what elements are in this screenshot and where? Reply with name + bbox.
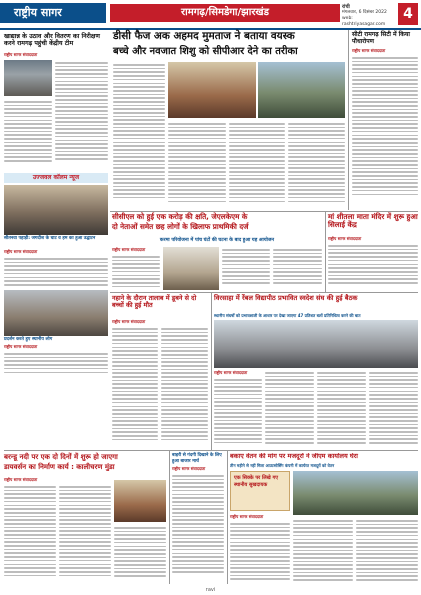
school-rule (211, 293, 212, 450)
school-headline: विरसाहा में रेंबल विद्यापीठ प्रभावित स्वदेश संघ की हुई बैठक (214, 294, 358, 302)
website-label: web: rashtriyasagar.com (342, 16, 386, 27)
bottom-right-inset-box (230, 471, 290, 511)
top-story-col4 (288, 121, 345, 211)
bottom-right-headline: बकाए वेतन की मांग पर मजदूरों ने जीएम कार्यालय घेरा (230, 453, 358, 460)
bottom-right-subhead: तीन महीने से नहीं मिला आउटसोर्सिंग कंपनी में कार्यरत मजदूरों को वेतन (230, 463, 335, 468)
school-subhead: स्थानीय संघर्षों को प्रभावशाली के आधार पर देखा जाएगा 47 प्रतिशत बलों प्रतिनिधित्व करने की बात (214, 313, 361, 318)
bottom-right-col1 (230, 521, 290, 584)
bottom-mid-text (172, 473, 224, 584)
drowning-headline: नहाने के दौरान तालाब में डूबने से दो बच्चों की हुई मौत (112, 294, 197, 310)
left-story2-caption: प्रदर्शन करते हुए स्थानीय लोग (4, 337, 53, 342)
ccl-headline-1: सीसीएल को हुई एक करोड़ की क्षति, जेएलकेएम के (112, 212, 248, 221)
bottom-left-col3 (114, 525, 166, 583)
bottom-right-byline: राष्ट्रीय सागर संवाददाता (230, 514, 264, 519)
left-story2-byline: राष्ट्रीय सागर संवाददाता (4, 344, 38, 349)
bottom-left-col1 (4, 484, 56, 584)
bottom-left-headline-1: बरन्डू नदी पर एक दो दिनों में शुरू हो जाएगा (4, 453, 118, 461)
drowning-byline: राष्ट्रीय सागर संवाददाता (112, 319, 146, 324)
left-story2-photo (4, 290, 108, 336)
left-story1-text (55, 60, 108, 170)
top-story-photo-1 (168, 62, 256, 118)
left-story2-text (4, 351, 108, 377)
ujjwal-text (4, 256, 108, 288)
section-title: रामगढ़/सिमडेगा/झारखंड (110, 4, 340, 22)
bottom-right-inset: एक सिक्के पर लिखे गए स्थानीय सुखदायक (234, 475, 279, 488)
top-story-col2 (168, 121, 226, 211)
ccl-byline: राष्ट्रीय सागर संवाददाता (112, 247, 146, 252)
school-byline: राष्ट्रीय सागर संवाददाता (214, 370, 248, 375)
ccl-headline-2: दो नेताओं समेत छह लोगों के खिलाफ प्राथमिकी दर्ज (112, 222, 249, 231)
ccl-col2 (222, 247, 270, 290)
ccl-col1 (112, 254, 160, 290)
bottom-mid-caption: बाहरी से गंदगी दिखाने के लिए हुआ बाजार मार्च (172, 453, 222, 464)
ujjwal-byline: राष्ट्रीय सागर संवाददाता (4, 249, 38, 254)
bottom-right-col3 (356, 518, 418, 584)
newspaper-brand: राष्ट्रीय सागर (0, 3, 106, 23)
temple-byline: राष्ट्रीय सागर संवाददाता (328, 236, 362, 241)
top-story-col3 (229, 121, 285, 211)
page-footer: ravi (205, 587, 216, 593)
divider-bottom (4, 450, 418, 451)
drowning-col2 (161, 326, 208, 449)
bottom-right-photo (293, 471, 418, 515)
ccl-col3 (273, 247, 322, 290)
top-story-headline-1: डीसी फैज अक अहमद मुमताज ने बताया वयस्क (113, 30, 295, 42)
ujjwal-photo (4, 185, 108, 235)
top-story-photo-2 (258, 62, 345, 118)
right-column-rule (348, 30, 349, 210)
bottom-mid-rule (169, 451, 170, 584)
top-story-headline-2: बच्चे और नवजात शिशु को सीपीआर देने का तरीका (113, 46, 298, 57)
left-story1-photo (4, 60, 52, 96)
school-col2 (265, 370, 314, 449)
left-story1-headline: खाद्यान्न के उठाव और वितरण का निरीक्षण करने रामगढ़ पहुंची केंद्रीय टीम (4, 33, 100, 48)
bottom-left-portrait (114, 480, 166, 522)
bottom-left-headline-2: डायवर्सन का निर्माण कार्य : कालीचरण मुंडा (4, 463, 115, 471)
bottom-mid-byline: राष्ट्रीय सागर संवाददाता (172, 466, 206, 471)
ujjwal-band: उज्जवल कॉलम न्यूज (4, 173, 108, 183)
date-label: मंगलवार, 6 दिसंबर 2022 (342, 10, 387, 15)
temple-headline: मां शीतला माता मंदिर में शुरू हुआ सिलाई केंद्र (328, 212, 418, 230)
ccl-photo (163, 247, 219, 290)
masthead-meta (342, 4, 394, 27)
divider-mid (110, 292, 418, 293)
left-story1-byline: राष्ट्रीय सागर संवाददाता (4, 52, 38, 57)
top-story-col1 (113, 62, 165, 210)
temple-text (328, 243, 418, 291)
right-col-headline: सीटी रामगढ़ सिटी में किया पौधारोपण (352, 31, 410, 45)
left-story1-text2 (4, 99, 52, 170)
school-col1 (214, 377, 262, 449)
drowning-col1 (112, 326, 158, 449)
right-col-byline: राष्ट्रीय सागर संवाददाता (352, 48, 386, 53)
bottom-right-rule (227, 451, 228, 584)
ccl-subhead: करमा परियोजना में पांच घंटों की घटना के बाद हुआ यह आयोजन (112, 236, 322, 245)
bottom-left-byline: राष्ट्रीय सागर संवाददाता (4, 477, 38, 482)
ujjwal-caption: सौतनवा पहाड़ी: जगदीश के घाट व हम का हुआ उद्घाटन (4, 236, 96, 241)
school-col3 (317, 370, 366, 449)
school-photo (214, 320, 418, 368)
city-label: रांची (342, 4, 350, 10)
school-col4 (369, 370, 418, 449)
page-number: 4 (398, 3, 418, 25)
temple-rule (325, 212, 326, 292)
bottom-left-col2 (59, 484, 111, 584)
bottom-right-col2 (293, 518, 353, 584)
right-col-text (352, 55, 418, 210)
